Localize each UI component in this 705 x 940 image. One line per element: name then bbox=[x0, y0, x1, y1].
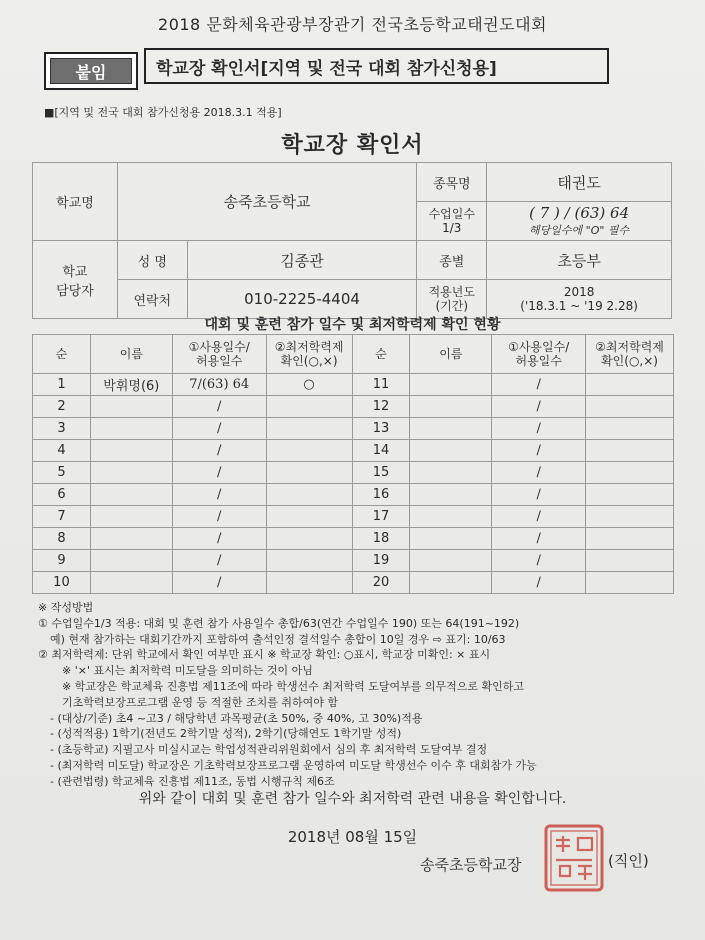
header-check-right-line1: ②최저학력제 bbox=[595, 340, 664, 354]
school-name: 송죽초등학교 bbox=[117, 163, 417, 241]
table-row bbox=[33, 528, 674, 550]
row-check bbox=[586, 528, 674, 550]
school-name-label: 학교명 bbox=[33, 163, 118, 241]
contact-value: 010-2225-4404 bbox=[187, 280, 417, 319]
row-no: 15 bbox=[352, 462, 410, 484]
row-name bbox=[410, 418, 492, 440]
row-check bbox=[586, 418, 674, 440]
note-item: - (최저학력 미도달) 학교장은 기초학력보장프로그램 운영하여 미도달 학생선수 이수 후 대회참가 가능 bbox=[50, 758, 537, 772]
note-item: - (초등학교) 지필고사 미실시교는 학업성적관리위원회에서 심의 후 최저학력 도달여부 결정 bbox=[50, 743, 488, 757]
row-check bbox=[266, 506, 352, 528]
note-item: - (성적적용) 1학기(전년도 2학기말 성적), 2학기(당해연도 1학기말 성적) bbox=[50, 727, 402, 741]
attachment-badge bbox=[44, 52, 138, 90]
row-name bbox=[410, 572, 492, 594]
row-days: / bbox=[492, 506, 586, 528]
row-name bbox=[410, 550, 492, 572]
event-title: 2018 문화체육관광부장관기 전국초등학교태권도대회 bbox=[158, 15, 547, 34]
header-check-line1: ②최저학력제 bbox=[274, 340, 344, 354]
row-check bbox=[586, 550, 674, 572]
header-days-right-line2: 허용일수 bbox=[515, 354, 562, 368]
header-days-right-line1: ①사용일수/ bbox=[508, 340, 570, 354]
table-row bbox=[33, 440, 674, 462]
row-days: / bbox=[492, 374, 586, 396]
row-days: / bbox=[172, 550, 266, 572]
version-note: ■[지역 및 전국 대회 참가신청용 2018.3.1 적용] bbox=[44, 106, 282, 119]
name-value: 김종관 bbox=[187, 241, 417, 280]
event-value: 태권도 bbox=[487, 163, 672, 202]
header-check bbox=[266, 335, 352, 374]
row-check bbox=[266, 550, 352, 572]
year-value-line2: ('18.3.1 ~ '19 2.28) bbox=[520, 299, 638, 313]
row-check bbox=[586, 462, 674, 484]
year-value-line1: 2018 bbox=[563, 285, 595, 299]
row-days: / bbox=[492, 418, 586, 440]
class-days-cell bbox=[487, 202, 672, 241]
row-check bbox=[586, 484, 674, 506]
table-row bbox=[33, 572, 674, 594]
row-days: / bbox=[172, 418, 266, 440]
notes-heading: ※ 작성방법 bbox=[38, 601, 94, 614]
row-no: 12 bbox=[352, 396, 410, 418]
row-days: / bbox=[172, 528, 266, 550]
row-days: / bbox=[172, 506, 266, 528]
row-check bbox=[266, 418, 352, 440]
row-name bbox=[90, 396, 172, 418]
row-no: 3 bbox=[33, 418, 91, 440]
note-item: ※ 학교장은 학교체육 진흥법 제11조에 따라 학생선수 최저학력 도달여부를 의무적으로 확인하고 bbox=[62, 679, 524, 693]
attachment-banner: 학교장 확인서[지역 및 전국 대회 참가신청용] bbox=[144, 48, 609, 84]
row-no: 7 bbox=[33, 506, 91, 528]
header-name-right: 이름 bbox=[410, 335, 492, 374]
class-days-hint: 해당일수에 "O" 필수 bbox=[529, 224, 630, 237]
row-no: 18 bbox=[352, 528, 410, 550]
attachment-label: 붙임 bbox=[50, 58, 132, 84]
row-name bbox=[410, 462, 492, 484]
signer-role: (직인) bbox=[608, 852, 649, 870]
row-name bbox=[90, 550, 172, 572]
table-header-row bbox=[33, 335, 674, 374]
header-name: 이름 bbox=[90, 335, 172, 374]
row-name bbox=[410, 484, 492, 506]
row-check bbox=[586, 572, 674, 594]
row-days: / bbox=[492, 572, 586, 594]
row-check bbox=[266, 396, 352, 418]
row-no: 13 bbox=[352, 418, 410, 440]
row-no: 4 bbox=[33, 440, 91, 462]
note-item: - (대상/기준) 초4 ~고3 / 해당학년 과목평균(초 50%, 중 40%, 고 30%)적용 bbox=[50, 711, 423, 725]
note-item: 기초학력보장프로그램 운영 등 적절한 조치를 취하여야 함 bbox=[62, 695, 339, 709]
table-row bbox=[33, 484, 674, 506]
manager-label-line2: 담당자 bbox=[56, 283, 94, 299]
issue-date: 2018년 08월 15일 bbox=[287, 828, 418, 846]
year-label-line1: 적용년도 bbox=[428, 285, 475, 299]
row-name bbox=[410, 374, 492, 396]
row-check bbox=[586, 440, 674, 462]
header-check-right bbox=[586, 335, 674, 374]
row-no: 10 bbox=[33, 572, 91, 594]
participation-table bbox=[32, 334, 674, 594]
category-label: 종별 bbox=[417, 241, 487, 280]
row-no: 6 bbox=[33, 484, 91, 506]
row-days: / bbox=[492, 484, 586, 506]
note-item: ② 최저학력제: 단위 학교에서 확인 여부만 표시 ※ 학교장 확인: ○표시, 학교장 미확인: × 표시 bbox=[38, 648, 491, 662]
note-item: ① 수업일수1/3 적용: 대회 및 훈련 참가 사용일수 총합/63(연간 수업일수 190) 또는 64(191~192) bbox=[38, 616, 520, 630]
header-no-right: 순 bbox=[352, 335, 410, 374]
row-no: 11 bbox=[352, 374, 410, 396]
contact-label: 연락처 bbox=[117, 280, 187, 319]
row-no: 19 bbox=[352, 550, 410, 572]
year-value bbox=[487, 280, 672, 319]
school-info-table bbox=[32, 162, 672, 319]
row-name bbox=[90, 462, 172, 484]
row-no: 2 bbox=[33, 396, 91, 418]
event-label: 종목명 bbox=[417, 163, 487, 202]
manager-label-line1: 학교 bbox=[62, 264, 88, 280]
table-row bbox=[33, 374, 674, 396]
row-check: ○ bbox=[266, 374, 352, 396]
table-row bbox=[33, 396, 674, 418]
row-name bbox=[410, 396, 492, 418]
class-days-label bbox=[417, 202, 487, 241]
row-days: / bbox=[492, 462, 586, 484]
row-no: 20 bbox=[352, 572, 410, 594]
row-no: 5 bbox=[33, 462, 91, 484]
row-name bbox=[90, 572, 172, 594]
row-check bbox=[586, 396, 674, 418]
class-days-value: ( 7 ) / (63) 64 bbox=[529, 204, 630, 222]
row-name bbox=[410, 528, 492, 550]
row-days: / bbox=[172, 572, 266, 594]
row-check bbox=[266, 462, 352, 484]
row-check bbox=[586, 374, 674, 396]
writing-instructions bbox=[38, 600, 678, 790]
confirmation-statement: 위와 같이 대회 및 훈련 참가 일수와 최저학력 관련 내용을 확인합니다. bbox=[138, 791, 567, 807]
row-days: / bbox=[492, 440, 586, 462]
header-days bbox=[172, 335, 266, 374]
signer-name: 송죽초등학교장 bbox=[420, 856, 522, 874]
name-label: 성 명 bbox=[117, 241, 187, 280]
table-row bbox=[33, 418, 674, 440]
note-item: 예) 현재 참가하는 대회기간까지 포함하여 출석인정 결석일수 총합이 10일 경우 ⇨ 표기: 10/63 bbox=[50, 632, 506, 646]
class-days-label-line2: 1/3 bbox=[442, 221, 462, 235]
row-name bbox=[90, 484, 172, 506]
row-name bbox=[90, 440, 172, 462]
row-no: 9 bbox=[33, 550, 91, 572]
row-days: / bbox=[492, 396, 586, 418]
category-value: 초등부 bbox=[487, 241, 672, 280]
row-days: / bbox=[172, 484, 266, 506]
header-check-line2: 확인(○,×) bbox=[280, 354, 338, 368]
row-name bbox=[90, 506, 172, 528]
row-days: / bbox=[492, 528, 586, 550]
row-name bbox=[90, 528, 172, 550]
header-days-right bbox=[492, 335, 586, 374]
row-check bbox=[266, 572, 352, 594]
document-title: 학교장 확인서 bbox=[281, 133, 424, 158]
header-days-line2: 허용일수 bbox=[196, 354, 243, 368]
row-days: / bbox=[172, 396, 266, 418]
row-name bbox=[410, 440, 492, 462]
year-label bbox=[417, 280, 487, 319]
row-check bbox=[266, 440, 352, 462]
manager-label bbox=[33, 241, 118, 319]
row-name bbox=[90, 418, 172, 440]
row-days: / bbox=[492, 550, 586, 572]
row-no: 1 bbox=[33, 374, 91, 396]
row-days: / bbox=[172, 440, 266, 462]
row-no: 8 bbox=[33, 528, 91, 550]
class-days-label-line1: 수업일수 bbox=[428, 207, 475, 221]
status-table-title: 대회 및 훈련 참가 일수 및 최저학력제 확인 현황 bbox=[204, 317, 501, 333]
table-row bbox=[33, 462, 674, 484]
row-check bbox=[586, 506, 674, 528]
table-row bbox=[33, 550, 674, 572]
row-no: 16 bbox=[352, 484, 410, 506]
row-name bbox=[410, 506, 492, 528]
header-no: 순 bbox=[33, 335, 91, 374]
row-days: 7/(63) 64 bbox=[172, 374, 266, 396]
table-row bbox=[33, 506, 674, 528]
official-seal-stamp bbox=[542, 822, 606, 894]
row-check bbox=[266, 528, 352, 550]
header-check-right-line2: 확인(○,×) bbox=[601, 354, 658, 368]
note-item: - (관련법령) 학교체육 진흥법 제11조, 동법 시행규칙 제6조 bbox=[50, 774, 335, 788]
row-name: 박휘명(6) bbox=[90, 374, 172, 396]
row-no: 14 bbox=[352, 440, 410, 462]
header-days-line1: ①사용일수/ bbox=[188, 340, 250, 354]
note-item: ※ '×' 표시는 최저학력 미도달을 의미하는 것이 아님 bbox=[62, 664, 313, 678]
year-label-line2: (기간) bbox=[435, 299, 469, 313]
row-no: 17 bbox=[352, 506, 410, 528]
row-days: / bbox=[172, 462, 266, 484]
row-check bbox=[266, 484, 352, 506]
